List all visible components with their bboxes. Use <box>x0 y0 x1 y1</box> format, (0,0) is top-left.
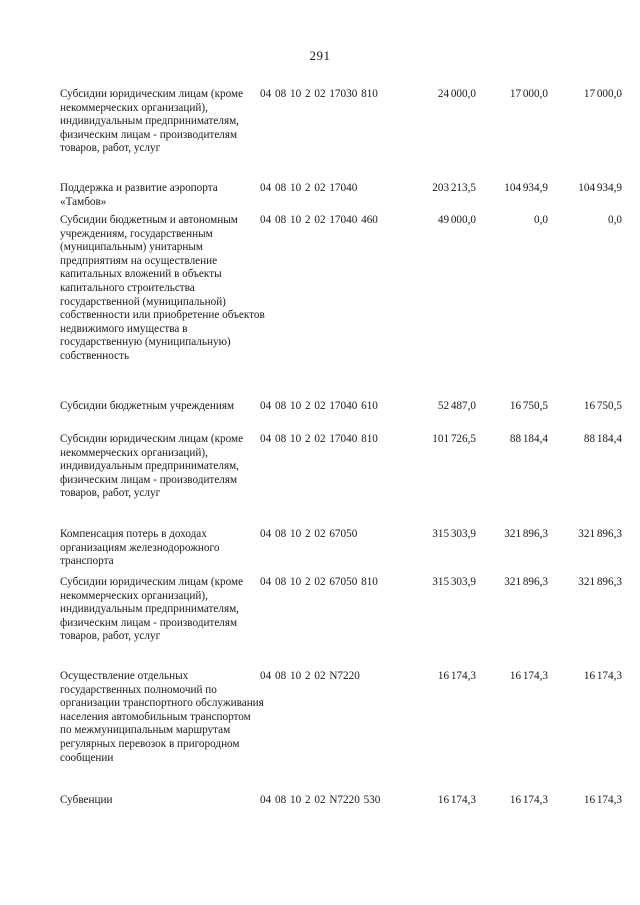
row-amount-1: 203 213,5 <box>432 182 476 194</box>
row-name: Субсидии юридическим лицам (кроме некоммерческих организаций), индивидуальным предпринимателям, физическим лицам - производителям товаров, работ, услуг <box>60 433 244 500</box>
row-amount-2: 104 934,9 <box>504 182 548 194</box>
row-code: 04 08 10 2 02 17040 610 <box>260 400 378 412</box>
row-code: 04 08 10 2 02 N7220 530 <box>260 794 381 806</box>
row-amount-1: 52 487,0 <box>437 400 476 412</box>
row-amount-2: 321 896,3 <box>504 576 548 588</box>
row-code: 04 08 10 2 02 N7220 <box>260 670 360 682</box>
row-code: 04 08 10 2 02 17040 810 <box>260 433 378 445</box>
row-amount-1: 315 303,9 <box>432 576 476 588</box>
row-amount-2: 88 184,4 <box>509 433 548 445</box>
row-amount-3: 0,0 <box>608 214 622 226</box>
row-amount-3: 16 174,3 <box>583 670 622 682</box>
row-amount-3: 16 750,5 <box>583 400 622 412</box>
row-amount-2: 0,0 <box>534 214 548 226</box>
row-amount-3: 104 934,9 <box>578 182 622 194</box>
row-amount-2: 321 896,3 <box>504 528 548 540</box>
row-name: Субвенции <box>60 794 113 806</box>
row-code: 04 08 10 2 02 67050 <box>260 528 358 540</box>
row-amount-3: 321 896,3 <box>578 528 622 540</box>
row-code: 04 08 10 2 02 67050 810 <box>260 576 378 588</box>
row-amount-1: 49 000,0 <box>437 214 476 226</box>
row-amount-2: 17 000,0 <box>509 88 548 100</box>
row-amount-1: 16 174,3 <box>437 670 476 682</box>
row-code: 04 08 10 2 02 17040 <box>260 182 358 194</box>
row-amount-2: 16 174,3 <box>509 670 548 682</box>
row-amount-3: 88 184,4 <box>583 433 622 445</box>
row-amount-3: 16 174,3 <box>583 794 622 806</box>
row-name: Компенсация потерь в доходах организациям железнодорожного транспорта <box>60 528 220 568</box>
row-code: 04 08 10 2 02 17040 460 <box>260 214 378 226</box>
row-name: Субсидии юридическим лицам (кроме некоммерческих организаций), индивидуальным предпринимателям, физическим лицам - производителям товаров, работ, услуг <box>60 576 244 643</box>
row-amount-1: 101 726,5 <box>432 433 476 445</box>
row-amount-3: 17 000,0 <box>583 88 622 100</box>
row-name: Субсидии юридическим лицам (кроме некоммерческих организаций), индивидуальным предпринимателям, физическим лицам - производителям товаров, работ, услуг <box>60 88 244 155</box>
row-amount-2: 16 750,5 <box>509 400 548 412</box>
row-name: Поддержка и развитие аэропорта «Тамбов» <box>60 182 218 208</box>
row-amount-3: 321 896,3 <box>578 576 622 588</box>
row-name: Осуществление отдельных государственных полномочий по организации транспортного обслуживания населения автомобильным транспортом по межмуниципальным маршрутам регулярных перевозок в пригородном сообщении <box>60 670 264 764</box>
row-amount-1: 315 303,9 <box>432 528 476 540</box>
row-amount-1: 16 174,3 <box>437 794 476 806</box>
row-name: Субсидии бюджетным учреждениям <box>60 400 235 412</box>
row-amount-1: 24 000,0 <box>437 88 476 100</box>
row-name: Субсидии бюджетным и автономным учреждениям, государственным (муниципальным) унитарным предприятиям на осуществление капитальных вложений в объекты капитального строительства государственной (муниципальной) собственности или приобретение объектов недвижимого имущества в государственную (муниципальную) собственность <box>60 214 265 362</box>
row-code: 04 08 10 2 02 17030 810 <box>260 88 378 100</box>
row-amount-2: 16 174,3 <box>509 794 548 806</box>
page-number: 291 <box>309 48 331 63</box>
